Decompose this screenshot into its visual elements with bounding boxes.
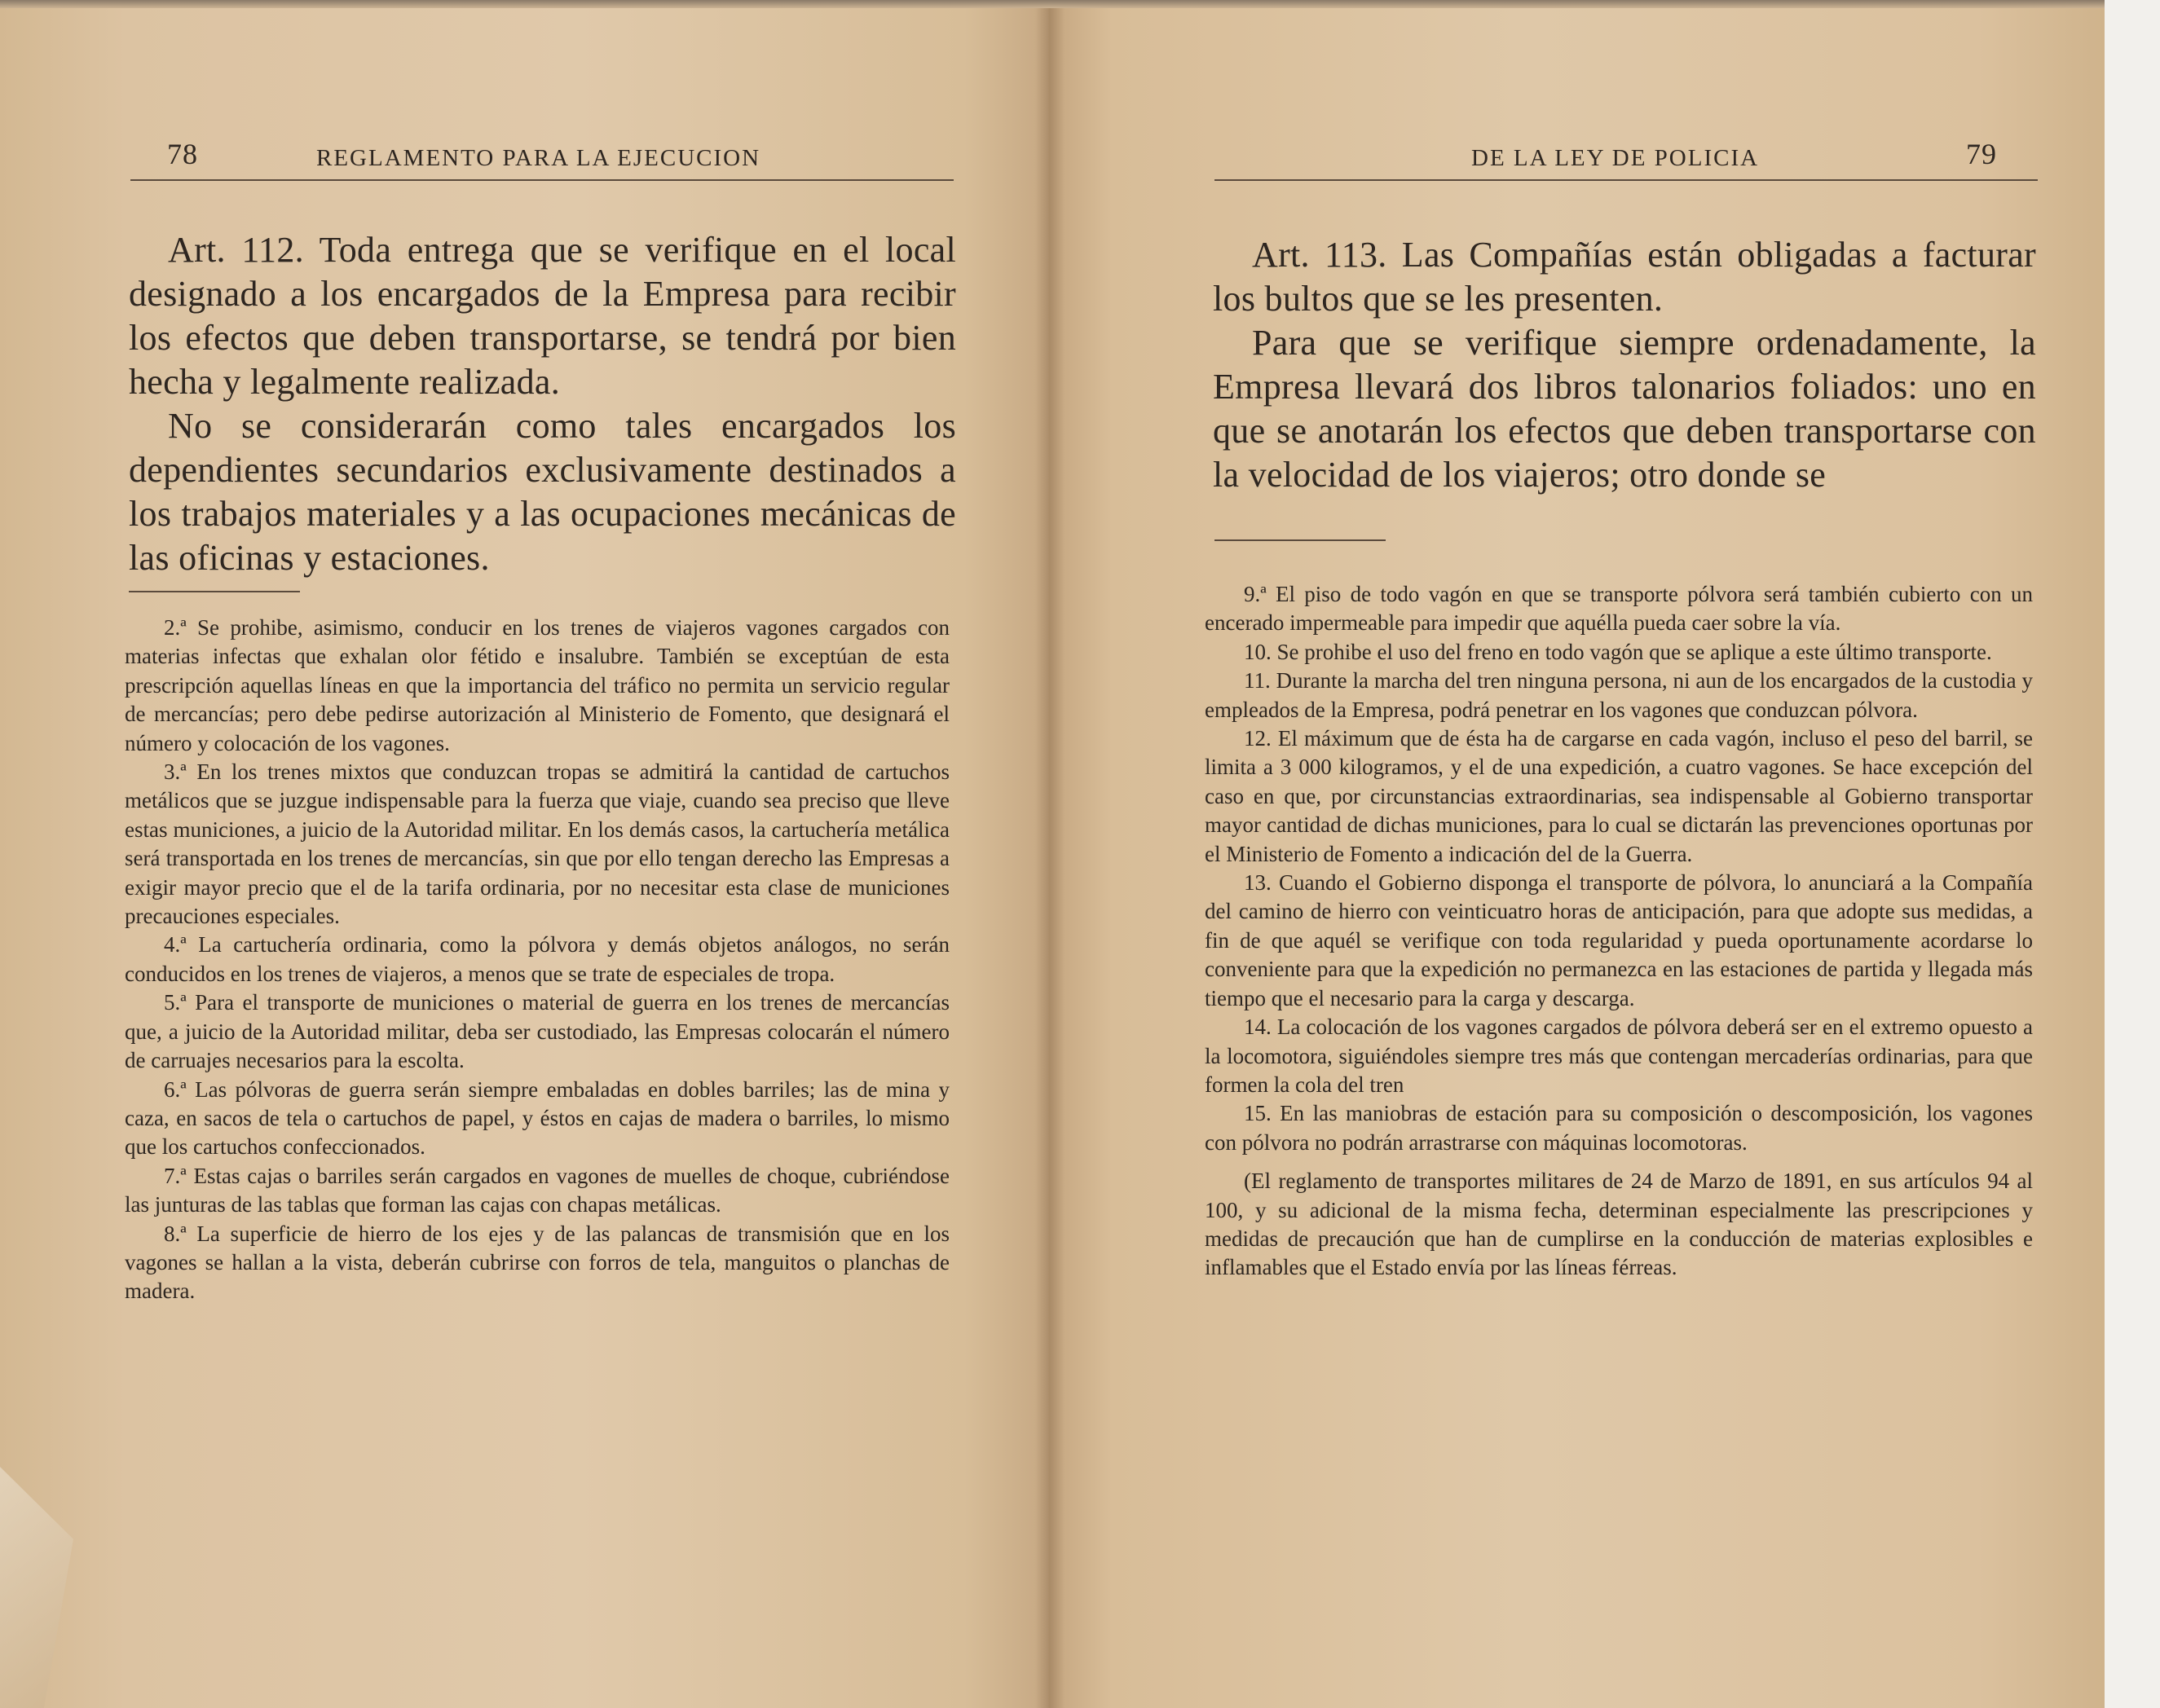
note-2: 2.ª Se prohibe, asimismo, conducir en los trenes de viajeros vagones cargados con materias infectas que exhalan olor fétido e insalubre. También se exceptúan de esta prescripción aquellas líneas en que la importancia del tráfico no permita un servicio regular de mercancías; pero debe pedirse autorización al Ministerio de Fomento, que designará el número y colocación de los vagones. [125, 615, 950, 755]
note-13: 13. Cuando el Gobierno disponga el transporte de pólvora, lo anunciará a la Compañía del camino de hierro con veinticuatro horas de anticipación, para que adopte sus medidas, a fin de que aquél se verifique con toda regularidad y pueda oportunamente acordarse lo conveniente para que la expedición no permanezca en las estaciones de partida y llegada más tiempo que el necesario para la carga y descarga. [1205, 870, 2033, 1010]
note-8: 8.ª La superficie de hierro de los ejes y de las palancas de transmisión que en los vagones se hallan a la vista, deberán cubrirse con forros de tela, manguitos o planchas de madera. [125, 1221, 950, 1304]
note-14: 14. La colocación de los vagones cargados de pólvora deberá ser en el extremo opuesto a la locomotora, siguiéndoles siempre tres más que contengan mercaderías ordinarias, para que formen la cola del tren [1205, 1015, 2033, 1097]
note-7: 7.ª Estas cajas o barriles serán cargados en vagones de muelles de choque, cubriéndose las junturas de las tablas que forman las cajas con chapas metálicas. [125, 1163, 950, 1217]
body-text-right [1213, 233, 2036, 497]
scan-background [2105, 0, 2160, 1708]
article-112-paragraph-2: No se considerarán como tales encargados los dependientes secundarios exclusivamente destinados a los trabajos materiales y a las ocupaciones mecánicas de las oficinas y estaciones. [129, 406, 956, 578]
note-3: 3.ª En los trenes mixtos que conduzcan tropas se admitirá la cantidad de cartuchos metálicos que se juzgue indispensable para la fuerza que viaje, cuando sea preciso que lleve estas municiones, a juicio de la Autoridad militar. En los demás casos, la cartuchería metálica será transportada en los trenes de mercancías, sin que por ello tengan derecho las Empresas a exigir mayor precio que el de la tarifa ordinaria, por no necesitar esta clase de municiones precauciones especiales. [125, 759, 950, 929]
running-head-right: DE LA LEY DE POLICIA [1471, 145, 1760, 171]
header-rule-right [1214, 179, 2038, 181]
running-head-left: REGLAMENTO PARA LA EJECUCION [316, 145, 761, 171]
notes-right [1205, 580, 2033, 1283]
note-9: 9.ª El piso de todo vagón en que se transporte pólvora será también cubierto con un encerado impermeable para impedir que aquélla pueda caer sobre la vía. [1205, 582, 2033, 636]
note-11: 11. Durante la marcha del tren ninguna persona, ni aun de los encargados de la custodia y empleados de la Empresa, podrá penetrar en los vagones que conduzcan pólvora. [1205, 668, 2033, 722]
book-gutter [1035, 0, 1065, 1708]
body-text-left [129, 228, 956, 580]
note-6: 6.ª Las pólvoras de guerra serán siempre embaladas en dobles barriles; las de mina y caza, en sacos de tela o cartuchos de papel, y éstos en cajas de madera o barriles, lo mismo que los cartuchos confeccionados. [125, 1076, 950, 1160]
page-number-right: 79 [1966, 138, 1997, 170]
note-15: 15. En las maniobras de estación para su composición o descomposición, los vagones con pólvora no podrán arrastrarse con máquinas locomotoras. [1205, 1101, 2033, 1155]
article-112: Art. 112. Toda entrega que se verifique en el local designado a los encargados de la Empresa para recibir los efectos que deben transportarse, se tendrá por bien hecha y legalmente realizada. [129, 230, 956, 402]
note-4: 4.ª La cartuchería ordinaria, como la pólvora y demás objetos análogos, no serán conducidos en los trenes de viajeros, a menos que se trate de especiales de tropa. [125, 932, 950, 986]
notes-rule-left [129, 591, 300, 592]
article-113: Art. 113. Las Compañías están obligadas a facturar los bultos que se les presenten. [1213, 235, 2036, 319]
note-10: 10. Se prohibe el uso del freno en todo vagón que se aplique a este último transporte. [1244, 639, 1992, 664]
header-rule-left [130, 179, 954, 181]
page-number-left: 78 [167, 138, 198, 170]
note-12: 12. El máximum que de ésta ha de cargarse en cada vagón, incluso el peso del barril, se limita a 3 000 kilogramos, y el de una expedición, a cuatro vagones. Se hace excepción del caso en que, por circunstancias extraordinarias, sea indispensable al Gobierno transportar mayor cantidad de dichas municiones, para lo cual se dictarán las prevenciones oportunas por el Ministerio de Fomento a indicación del de la Guerra. [1205, 726, 2033, 866]
closing-note: (El reglamento de transportes militares de 24 de Marzo de 1891, en sus artículos 94 al 100, y su adicional de la misma fecha, determinan especialmente las prescripciones y medidas de precaución que han de cumplirse en la conducción de materias explosibles e inflamables que el Estado envía por las líneas férreas. [1205, 1169, 2033, 1280]
note-5: 5.ª Para el transporte de municiones o material de guerra en los trenes de mercancías que, a juicio de la Autoridad militar, deba ser custodiado, las Empresas colocarán el número de carruajes necesarios para la escolta. [125, 990, 950, 1073]
top-edge-shadow [0, 0, 2105, 8]
notes-rule-right [1214, 539, 1386, 541]
article-113-paragraph-2: Para que se verifique siempre ordenadamente, la Empresa llevará dos libros talonarios foliados: uno en que se anotarán los efectos que deben transportarse con la velocidad de los viajeros; otro donde se [1213, 323, 2036, 495]
notes-left [125, 614, 950, 1306]
